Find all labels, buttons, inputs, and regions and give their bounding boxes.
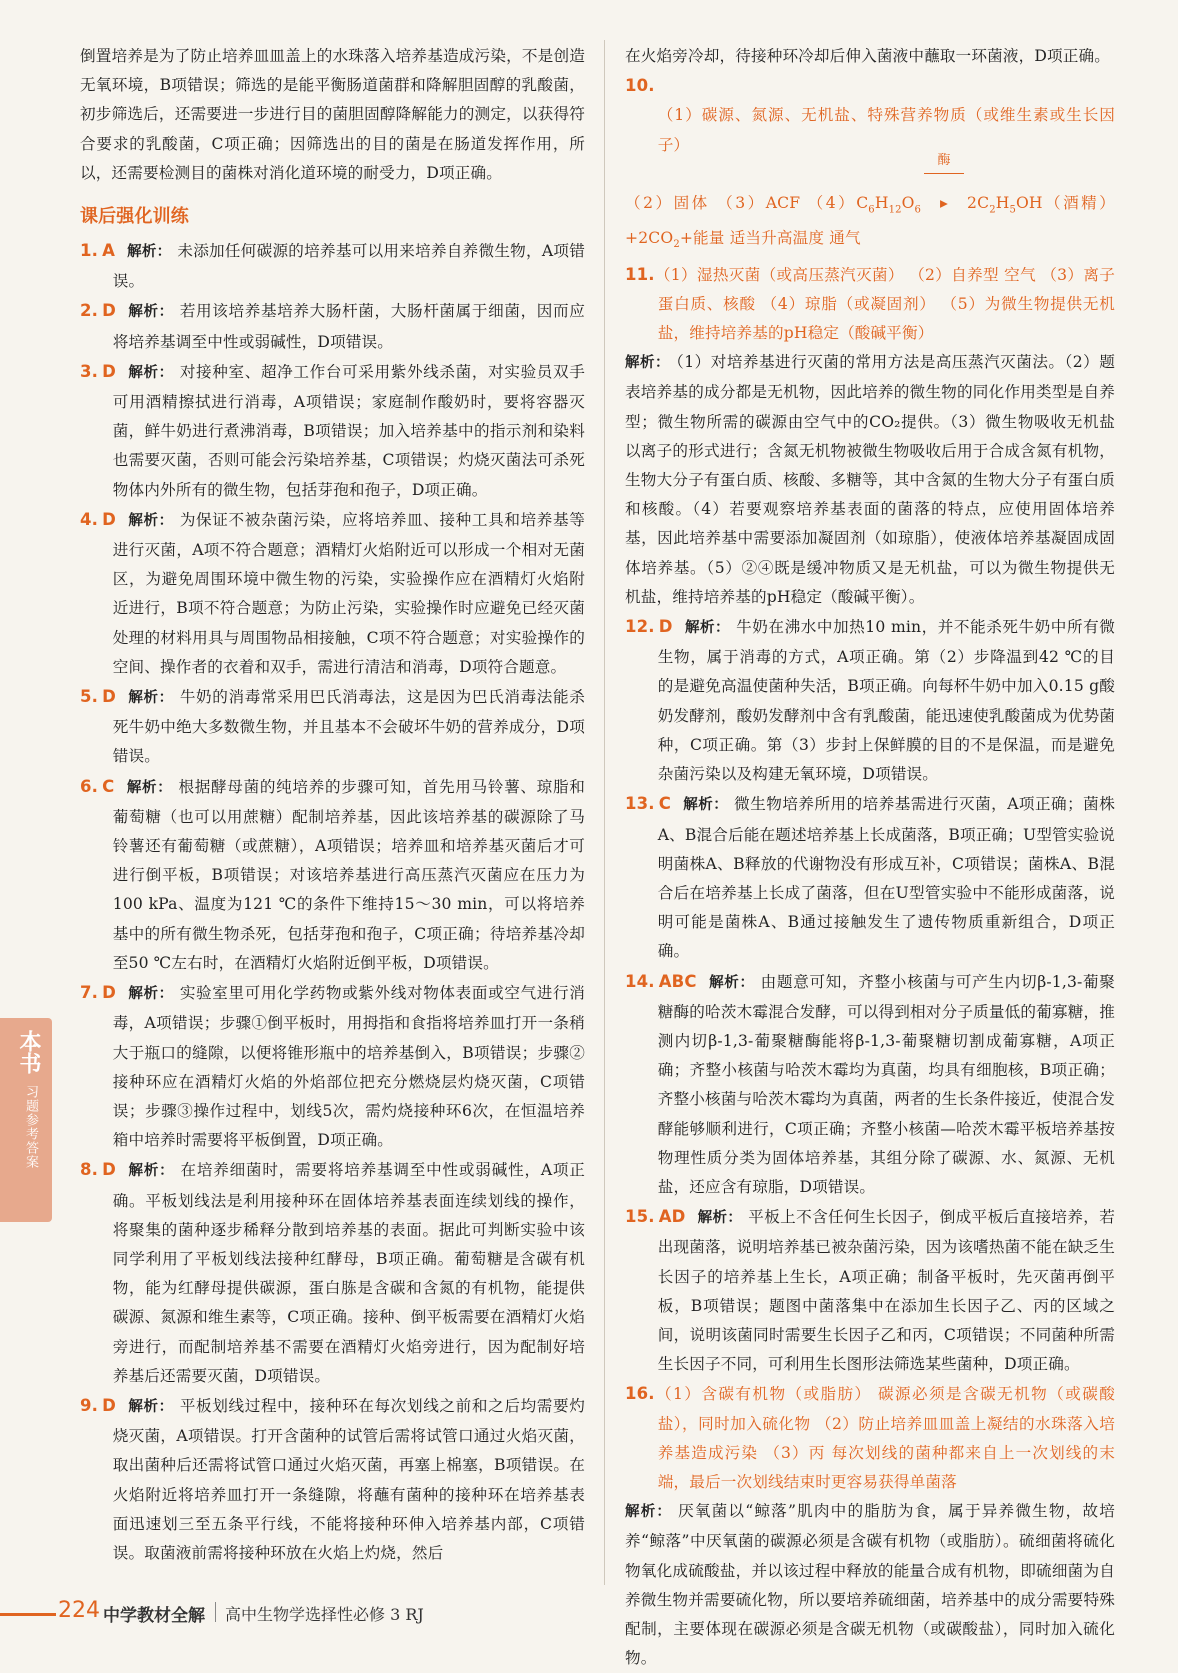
answer-item-3 <box>80 357 585 505</box>
item-answer-text: （1）含碳有机物（或脂肪） 碳源必须是含碳无机物（或碳酸盐），同时加入硫化物 （2）防止培养皿皿盖上凝结的水珠落入培养基造成污染 （3）丙 每次划线的菌种都来自上一次划线的末端，最后一次划线结束时更容易获得单菌落 <box>654 1385 1115 1491</box>
q10-sub: 5 <box>1009 204 1016 216</box>
item-text: 在培养细菌时，需要将培养基调至中性或弱碱性，A项正确。平板划线法是利用接种环在固体培养基表面连续划线的操作，将聚集的菌种逐步稀释分散到培养基的表面。据此可判断实验中该同学利用了平板划线法接种红酵母，B项正确。葡萄糖是含碳有机物，能为红酵母提供碳源，蛋白胨是含碳和含氮的有机物，能提供碳源、氮源和维生素等，C项正确。接种、倒平板需要在酒精灯火焰旁进行，而配制培养基不需要在酒精灯火焰旁进行，因为配制好培养基后还需要灭菌，D项错误。 <box>112 1161 586 1385</box>
item-answer: D <box>658 617 673 637</box>
item-number: 6. <box>80 776 99 796</box>
item-answer: D <box>102 1395 116 1415</box>
q10-part: OH（酒精）+2CO <box>625 194 1115 248</box>
answer-item-5 <box>80 682 585 772</box>
answer-item-11-explanation <box>625 348 1115 612</box>
item-number: 12. <box>625 617 655 637</box>
column-divider <box>604 40 605 1585</box>
item-label: 解析： <box>127 364 174 381</box>
item-text: 若用该培养基培养大肠杆菌，大肠杆菌属于细菌，因而应将培养基调至中性或弱碱性，D项错误。 <box>112 302 585 351</box>
q10-part: H <box>995 194 1010 213</box>
item-text: 平板划线过程中，接种环在每次划线之前和之后均需要灼烧灭菌，A项错误。打开含菌种的试管后需将试管口通过火焰灭菌，取出菌种后还需将试管口通过火焰灭菌，再塞上棉塞，B项错误。在火焰附近将培养皿打开一条缝隙，将蘸有菌种的接种环在培养基表面迅速划三至五条平行线，不能将接种环伸入培养基内部，C项错误。取菌液前需将接种环放在火焰上灼烧，然后 <box>112 1396 585 1562</box>
answer-item-15 <box>625 1202 1115 1379</box>
page-number: 224 <box>58 1598 100 1623</box>
item-number: 15. <box>625 1207 655 1227</box>
item-text: 对接种室、超净工作台可采用紫外线杀菌，对实验员双手可用酒精擦拭进行消毒，A项错误；家庭制作酸奶时，要将容器灭菌，鲜牛奶进行煮沸消毒，B项错误；加入培养基中的指示剂和染料也需要灭菌，否则可能会污染培养基，C项错误；灼烧灭菌法可杀死物体内外所有的微生物，包括芽孢和孢子，D项正确。 <box>112 362 585 499</box>
enzyme-arrow: 酶 ▸ <box>921 160 967 218</box>
item-answer-text: （1）湿热灭菌（或高压蒸汽灭菌） （2）自养型 空气 （3）离子 蛋白质、核酸 （4）琼脂（或凝固剂） （5）为微生物提供无机盐，维持培养基的pH稳定（酸碱平衡） <box>654 265 1115 343</box>
item-number: 14. <box>625 971 655 991</box>
item-number: 13. <box>625 794 655 814</box>
q10-sub: 12 <box>888 204 902 216</box>
answer-item-8 <box>80 1155 585 1391</box>
item-number: 16. <box>625 1384 655 1404</box>
item-label: 解析： <box>126 779 173 796</box>
item-answer: AD <box>658 1207 686 1227</box>
item-text: （1）对培养基进行灭菌的常用方法是高压蒸汽灭菌法。（2）题表培养基的成分都是无机物，因此培养的微生物的同化作用类型是自养型；微生物所需的碳源由空气中的CO₂提供。（3）微生物吸收无机盐以离子的形式进行；含氮无机物被微生物吸收后用于合成含氮有机物，生物大分子有蛋白质、核酸、多糖等，其中含氮的生物大分子有蛋白质和核酸。（4）若要观察培养基表面的菌落的特点，应使用固体培养基，因此培养基中需要添加凝固剂（如琼脂），使液体培养基凝固成固体培养基。（5）②④既是缓冲物质又是无机盐，可以为微生物提供无机盐，维持培养基的pH稳定（酸碱平衡）。 <box>625 353 1116 606</box>
answer-item-2 <box>80 296 585 356</box>
side-tab-subtitle: 习题参考答案 <box>23 1085 38 1169</box>
q10-sub: 6 <box>914 204 922 216</box>
item-label: 解析： <box>127 690 174 707</box>
answer-item-6 <box>80 772 585 978</box>
q10-part: O <box>901 194 915 213</box>
item-answer: D <box>102 509 116 529</box>
item-text: 未添加任何碳源的培养基可以用来培养自养微生物，A项错误。 <box>112 242 585 291</box>
item-text: 根据酵母菌的纯培养的步骤可知，首先用马铃薯、琼脂和葡萄糖（也可以用蔗糖）配制培养基，因此该培养基的碳源除了马铃薯还有葡萄糖（或蔗糖），A项错误；培养皿和培养基灭菌后才可进行倒平板，B项错误；对该培养基进行高压蒸汽灭菌应在压力为100 kPa、温度为121 ℃的条件下维持15～30 min，可以将培养基中的所有微生物杀死，包括芽孢和孢子，C项正确；待培养基冷却至50 ℃左右时，在酒精灯火焰附近倒平板，D项错误。 <box>112 777 585 972</box>
item-label: 解析： <box>682 797 729 814</box>
answer-item-9 <box>80 1391 585 1568</box>
item-number: 8. <box>80 1160 99 1180</box>
q10-sub: 2 <box>673 239 680 251</box>
item-text: 厌氧菌以“鲸落”肌肉中的脂肪为食，属于异养微生物，故培养“鲸落”中厌氧菌的碳源必须是含碳有机物（或脂肪）。硫细菌将硫化物氧化成硫酸盐，并以该过程中释放的能量合成有机物，即硫细菌为自养微生物并需要硫化物，所以要培养硫细菌，培养基中的成分需要特殊配制，主要体现在碳源必须是含碳无机物（或碳酸盐），同时加入硫化物。 <box>625 1502 1115 1668</box>
item-label: 解析： <box>127 512 174 529</box>
item-number: 1. <box>80 241 99 261</box>
item-number: 5. <box>80 687 99 707</box>
item-text: 牛奶的消毒常采用巴氏消毒法，这是因为巴氏消毒法能杀死牛奶中绝大多数微生物，并且基本不会破坏牛奶的营养成分，D项错误。 <box>112 688 585 766</box>
item-answer: D <box>102 301 116 321</box>
item-label: 解析： <box>127 1398 174 1415</box>
item-number: 10. <box>625 76 655 96</box>
item-label: 解析： <box>126 244 172 261</box>
intro-paragraph: 倒置培养是为了防止培养皿皿盖上的水珠落入培养基造成污染，不是创造无氧环境，B项错误；筛选的是能平衡肠道菌群和降解胆固醇的乳酸菌，初步筛选后，还需要进一步进行目的菌胆固醇降解能力的测定，以获得符合要求的乳酸菌，C项正确；因筛选出的目的菌是在肠道发挥作用，所以，还需要检测目的菌株对消化道环境的耐受力，D项正确。 <box>80 47 585 182</box>
footer-rule <box>0 1613 56 1616</box>
item-label: 解析： <box>127 304 174 321</box>
item-text: 实验室里可用化学药物或紫外线对物体表面或空气进行消毒，A项错误；步骤①倒平板时，用拇指和食指将培养皿打开一条稍大于瓶口的缝隙，以便将锥形瓶中的培养基倒入，B项错误；步骤②接种环应在酒精灯火焰的外焰部位把充分燃烧层灼烧灭菌，C项错误；步骤③操作过程中，划线5次，需灼烧接种环6次，在恒温培养箱中培养时需要将平板倒置，D项正确。 <box>112 984 585 1150</box>
section-title: 课后强化训练 <box>80 206 189 228</box>
enzyme-label: 酶 <box>937 152 951 168</box>
answer-item-10 <box>625 71 1115 160</box>
item-number: 4. <box>80 509 99 529</box>
item-label: 解析： <box>127 986 174 1003</box>
item-number: 11. <box>625 264 655 284</box>
item-label: 解析： <box>625 355 670 372</box>
item-label: 解析： <box>697 1210 743 1227</box>
answer-item-16 <box>625 1379 1115 1497</box>
item-answer: D <box>102 361 116 381</box>
answer-item-4 <box>80 505 585 682</box>
item-text: 为保证不被杂菌污染，应将培养皿、接种工具和培养基等进行灭菌，A项不符合题意；酒精灯火焰附近可以形成一个相对无菌区，为避免周围环境中微生物的污染，实验操作应在酒精灯火焰附近进行，B项不符合题意；为防止污染，实验操作时应避免已经灭菌处理的材料用具与周围物品相接触，C项不符合题意；对实验操作的空间、操作者的衣着和双手，需进行清洁和消毒，D项符合题意。 <box>112 510 585 676</box>
footer-separator <box>215 1602 216 1622</box>
q10-sub: 2 <box>989 204 996 216</box>
answer-item-11 <box>625 260 1115 349</box>
side-tab-title: 本书 <box>16 1030 41 1074</box>
item-text: 微生物培养所用的培养基需进行灭菌，A项正确；菌株A、B混合后能在题述培养基上长成菌落，B项正确；U型管实验说明菌株A、B释放的代谢物没有形成互补，C项错误；菌株A、B混合后在培养基上长成了菌落，但在U型管实验中不能形成菌落，说明可能是菌株A、B通过接触发生了遗传物质重新组合，D项正确。 <box>657 795 1116 961</box>
item-answer: ABC <box>658 971 697 991</box>
item-number: 2. <box>80 301 99 321</box>
item-text: 牛奶在沸水中加热10 min，并不能杀死牛奶中所有微生物，属于消毒的方式，A项正确。第（2）步降温到42 ℃的目的是避免高温使菌种失活，B项正确。向每杯牛奶中加入0.15 g酸奶发酵剂，酸奶发酵剂中含有乳酸菌，能迅速使乳酸菌成为优势菌种，C项正确。第（3）步封上保鲜膜的目的不是保温，而是避免杂菌污染以及构建无氧环境，D项错误。 <box>657 618 1115 784</box>
q10-part: H <box>874 194 889 213</box>
item-label: 解析： <box>625 1504 673 1521</box>
q10-sub: 6 <box>868 204 875 216</box>
item-answer: A <box>102 241 115 261</box>
q10-part: +能量 适当升高温度 通气 <box>679 229 861 248</box>
arrow-line <box>924 173 964 174</box>
item-answer: D <box>102 687 116 707</box>
item-number: 3. <box>80 361 99 381</box>
book-title: 中学教材全解 <box>103 1606 205 1626</box>
answer-item-13 <box>625 789 1115 966</box>
answer-item-14 <box>625 967 1115 1203</box>
item-answer: D <box>102 1160 116 1180</box>
answer-item-7 <box>80 978 585 1155</box>
item-number: 7. <box>80 983 99 1003</box>
item-label: 解析： <box>684 620 731 637</box>
q10-part: （2）固体 （3）ACF （4）C <box>625 194 869 213</box>
item-text: 平板上不含任何生长因子，倒成平板后直接培养，若出现菌落，说明培养基已被杂菌污染，因为该嗜热菌不能在缺乏生长因子的培养基上生长，A项正确；制备平板时，先灭菌再倒平板，B项错误；题图中菌落集中在添加生长因子乙、丙的区域之间，说明该菌同时需要生长因子乙和丙，C项错误；不同菌种所需生长因子不同，可利用生长图形法筛选某些菌种，D项正确。 <box>657 1208 1115 1374</box>
book-subtitle: 高中生物学选择性必修 3 RJ <box>225 1605 424 1624</box>
left-column <box>80 42 585 1568</box>
item-answer: D <box>102 983 116 1003</box>
item-label: 解析： <box>127 1163 175 1180</box>
item-answer-text: （1）碳源、氮源、无机盐、特殊营养物质（或维生素或生长因子） <box>657 106 1115 154</box>
item-label: 解析： <box>708 974 755 991</box>
answer-item-12 <box>625 612 1115 789</box>
right-column <box>625 42 1115 1673</box>
continued-text: 在火焰旁冷却，待接种环冷却后伸入菌液中蘸取一环菌液，D项正确。 <box>625 47 1110 65</box>
answer-item-16-explanation <box>625 1497 1115 1673</box>
item-answer: C <box>102 776 115 796</box>
item-answer: C <box>658 794 671 814</box>
item-text: 由题意可知，齐整小核菌与可产生内切β-1,3-葡聚糖酶的哈茨木霉混合发酵，可以得到相对分子质量低的葡寡糖，推测内切β-1,3-葡聚糖酶能将β-1,3-葡聚糖切割成葡寡糖，A项正确；齐整小核菌与哈茨木霉均为真菌，均具有细胞核，B项正确；齐整小核菌与哈茨木霉均为真菌，两者的生长条件接近，使混合发酵能够顺利进行，C项正确；齐整小核菌—哈茨木霉平板培养基按物理性质分类为固体培养基，其组分除了碳源、水、氮源、无机盐，还应含有琼脂，D项错误。 <box>657 972 1116 1196</box>
answer-item-10-cont <box>625 152 1115 260</box>
item-number: 9. <box>80 1395 99 1415</box>
q10-part: 2C <box>967 194 990 213</box>
answer-item-1 <box>80 236 585 296</box>
